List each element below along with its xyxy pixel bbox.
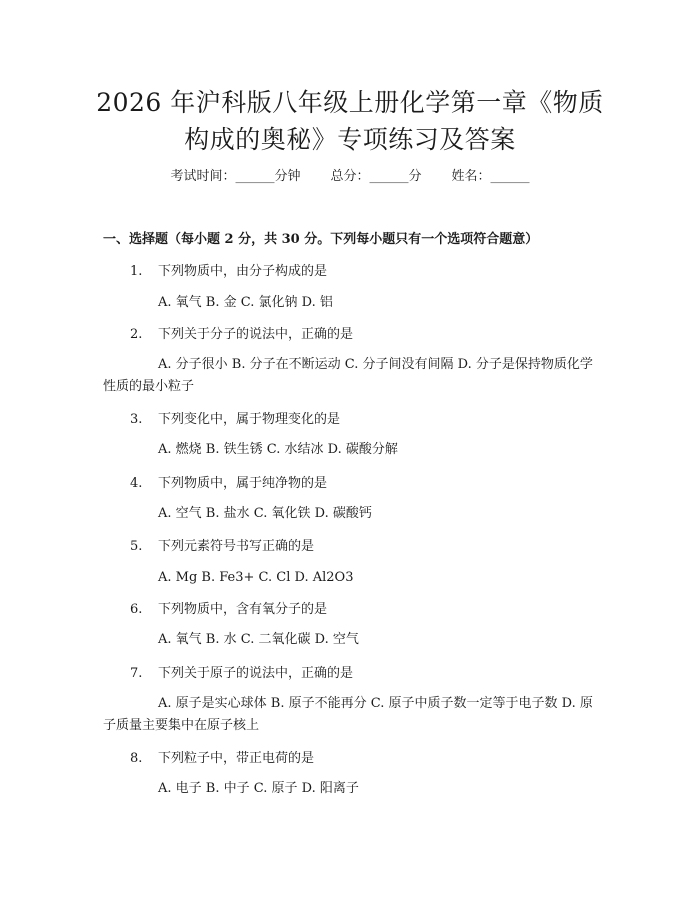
question-number: 5.: [130, 539, 143, 554]
question-text: 下列变化中，属于物理变化的是: [158, 412, 341, 427]
question-stem: [130, 537, 314, 557]
title-line-2: 构成的奥秘》专项练习及答案: [184, 125, 516, 154]
question-number: 7.: [130, 666, 143, 681]
title-line-1: 2026 年沪科版八年级上册化学第一章《物质: [96, 88, 604, 117]
question-text: 下列物质中，属于纯净物的是: [158, 476, 328, 491]
exam-time-field: 考试时间：______分钟: [170, 169, 301, 184]
student-name-field: 姓名：______: [451, 169, 530, 184]
question-number: 2.: [130, 327, 143, 342]
question-stem: [130, 600, 327, 620]
question-options: A. 氧气 B. 金 C. 氯化钠 D. 铝: [158, 295, 333, 310]
question-stem: [130, 262, 327, 282]
question-number: 8.: [130, 751, 143, 766]
question-stem: [130, 474, 327, 494]
question-number: 3.: [130, 412, 143, 427]
question-options: A. 氧气 B. 水 C. 二氧化碳 D. 空气: [158, 632, 359, 647]
question-text: 下列物质中，含有氧分子的是: [158, 602, 328, 617]
question-text: 下列粒子中，带正电荷的是: [158, 751, 315, 766]
question-options: A. 空气 B. 盐水 C. 氧化铁 D. 碳酸钙: [158, 506, 372, 521]
question-stem: [130, 664, 353, 684]
question-stem: [130, 749, 314, 769]
question-stem: [130, 325, 353, 345]
question-options: A. 燃烧 B. 铁生锈 C. 水结冰 D. 碳酸分解: [158, 442, 398, 457]
question-stem: [130, 410, 340, 430]
question-number: 4.: [130, 476, 143, 491]
question-text: 下列物质中，由分子构成的是: [158, 264, 328, 279]
page-title: [60, 84, 640, 158]
question-number: 1.: [130, 264, 143, 279]
section-heading: 一、选择题（每小题 2 分，共 30 分。下列每小题只有一个选项符合题意）: [103, 232, 539, 247]
question-text: 下列关于分子的说法中，正确的是: [158, 327, 354, 342]
question-options: A. 分子很小 B. 分子在不断运动 C. 分子间没有间隔 D. 分子是保持物质化学性质的最小粒子: [103, 357, 593, 394]
question-options: A. 电子 B. 中子 C. 原子 D. 阳离子: [158, 781, 359, 796]
question-options: A. Mg B. Fe3+ C. Cl D. Al2O3: [158, 570, 354, 585]
question-text: 下列元素符号书写正确的是: [158, 539, 315, 554]
question-text: 下列关于原子的说法中，正确的是: [158, 666, 354, 681]
question-number: 6.: [130, 602, 143, 617]
exam-meta: [0, 167, 700, 187]
question-options: A. 原子是实心球体 B. 原子不能再分 C. 原子中质子数一定等于电子数 D. 原子质量主要集中在原子核上: [103, 696, 593, 733]
total-score-field: 总分：______分: [330, 169, 422, 184]
